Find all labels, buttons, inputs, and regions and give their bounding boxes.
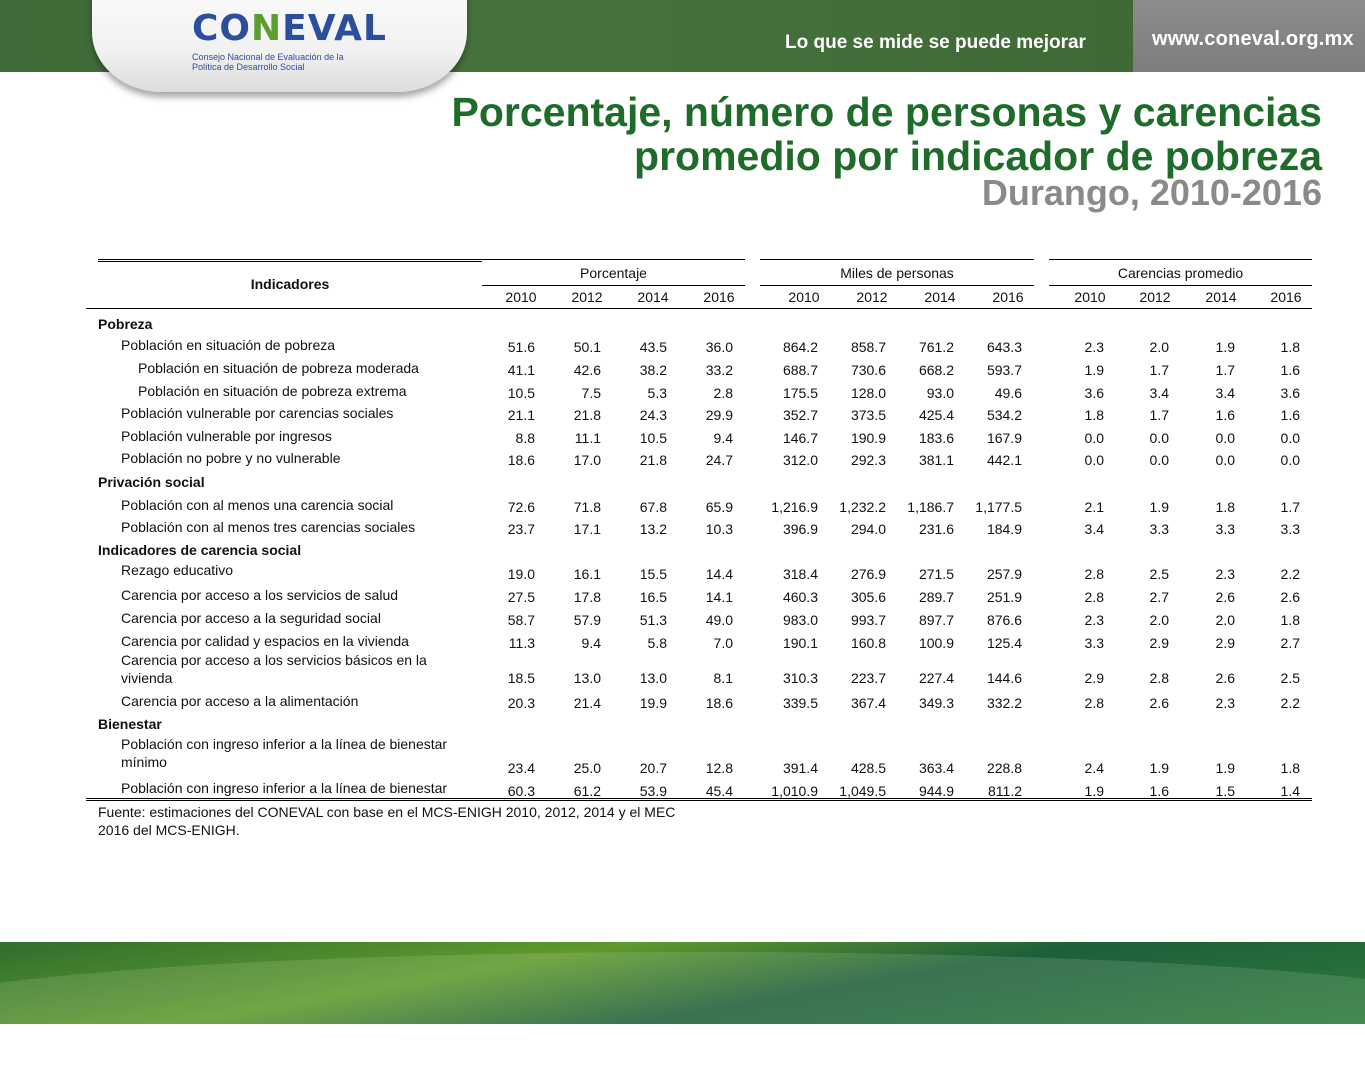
year-header: 2016 <box>992 289 1024 305</box>
value-cell: 58.7 <box>507 612 535 628</box>
website-url[interactable]: www.coneval.org.mx <box>1152 28 1354 50</box>
value-cell: 2.0 <box>1215 612 1235 628</box>
value-cell: 25.0 <box>573 760 601 776</box>
value-cell: 3.3 <box>1084 635 1104 651</box>
value-cell: 811.2 <box>988 783 1022 799</box>
value-cell: 276.9 <box>850 566 886 582</box>
row-label: Población con al menos una carencia social <box>121 497 394 513</box>
row-label: Población no pobre y no vulnerable <box>121 450 341 466</box>
value-cell: 391.4 <box>782 760 818 776</box>
value-cell: 49.6 <box>994 385 1022 401</box>
value-cell: 24.7 <box>705 452 733 468</box>
coneval-logo <box>192 8 387 49</box>
value-cell: 1.6 <box>1215 407 1235 423</box>
value-cell: 18.5 <box>507 670 535 686</box>
group-under-rule <box>482 285 745 286</box>
value-cell: 51.3 <box>639 612 667 628</box>
value-cell: 2.3 <box>1084 339 1104 355</box>
value-cell: 18.6 <box>705 695 733 711</box>
value-cell: 2.8 <box>1149 670 1169 686</box>
value-cell: 1.7 <box>1215 362 1235 378</box>
value-cell: 42.6 <box>573 362 601 378</box>
value-cell: 1.5 <box>1215 783 1235 799</box>
value-cell: 16.5 <box>639 589 667 605</box>
row-label: Carencia por acceso a los servicios básicos en la <box>121 652 427 668</box>
row-label: Población con ingreso inferior a la línea de bienestar <box>121 736 448 752</box>
value-cell: 65.9 <box>705 499 733 515</box>
value-cell: 2.7 <box>1280 635 1300 651</box>
value-cell: 332.2 <box>986 695 1022 711</box>
value-cell: 730.6 <box>850 362 886 378</box>
value-cell: 2.6 <box>1149 695 1169 711</box>
value-cell: 12.8 <box>705 760 733 776</box>
value-cell: 1,010.9 <box>771 783 818 799</box>
value-cell: 2.8 <box>713 385 733 401</box>
value-cell: 13.0 <box>573 670 601 686</box>
value-cell: 67.8 <box>639 499 667 515</box>
value-cell: 3.4 <box>1215 385 1235 401</box>
value-cell: 2.8 <box>1084 566 1104 582</box>
value-cell: 60.3 <box>507 783 535 799</box>
value-cell: 373.5 <box>850 407 886 423</box>
value-cell: 1.9 <box>1084 783 1104 799</box>
value-cell: 160.8 <box>850 635 886 651</box>
value-cell: 10.5 <box>639 430 667 446</box>
year-header: 2012 <box>571 289 603 305</box>
value-cell: 0.0 <box>1280 452 1300 468</box>
value-cell: 1.8 <box>1084 407 1104 423</box>
row-label: Población con al menos tres carencias sociales <box>121 519 416 535</box>
value-cell: 460.3 <box>782 589 818 605</box>
value-cell: 289.7 <box>918 589 954 605</box>
value-cell: 3.6 <box>1280 385 1300 401</box>
value-cell: 1,216.9 <box>771 499 818 515</box>
value-cell: 33.2 <box>705 362 733 378</box>
value-cell: 0.0 <box>1215 452 1235 468</box>
value-cell: 1.9 <box>1149 760 1169 776</box>
value-cell: 1.8 <box>1280 612 1300 628</box>
group-under-rule <box>760 285 1034 286</box>
value-cell: 318.4 <box>782 566 818 582</box>
row-label: Carencia por acceso a la seguridad social <box>121 610 381 626</box>
value-cell: 2.2 <box>1280 566 1300 582</box>
value-cell: 167.9 <box>986 430 1022 446</box>
value-cell: 93.0 <box>926 385 954 401</box>
value-cell: 593.7 <box>986 362 1022 378</box>
value-cell: 688.7 <box>782 362 818 378</box>
value-cell: 2.6 <box>1280 589 1300 605</box>
value-cell: 0.0 <box>1084 452 1104 468</box>
value-cell: 876.6 <box>986 612 1022 628</box>
value-cell: 3.6 <box>1084 385 1104 401</box>
row-label-continued: vivienda <box>121 670 173 686</box>
value-cell: 643.3 <box>986 339 1022 355</box>
row-label-continued: mínimo <box>121 754 167 770</box>
value-cell: 7.5 <box>581 385 601 401</box>
value-cell: 363.4 <box>918 760 954 776</box>
value-cell: 2.6 <box>1215 589 1235 605</box>
value-cell: 20.7 <box>639 760 667 776</box>
value-cell: 1.4 <box>1280 783 1300 799</box>
value-cell: 292.3 <box>850 452 886 468</box>
value-cell: 381.1 <box>918 452 954 468</box>
value-cell: 312.0 <box>782 452 818 468</box>
value-cell: 2.3 <box>1215 566 1235 582</box>
value-cell: 305.6 <box>850 589 886 605</box>
value-cell: 2.0 <box>1149 339 1169 355</box>
header-bottom-rule <box>86 308 1312 309</box>
value-cell: 190.9 <box>850 430 886 446</box>
value-cell: 2.0 <box>1149 612 1169 628</box>
band-swoosh <box>0 952 1365 1072</box>
title-line-2: promedio por indicador de pobreza <box>634 133 1322 179</box>
value-cell: 15.5 <box>639 566 667 582</box>
header-top-rule <box>98 259 482 262</box>
value-cell: 1.7 <box>1280 499 1300 515</box>
value-cell: 1.6 <box>1280 362 1300 378</box>
value-cell: 175.5 <box>782 385 818 401</box>
value-cell: 184.9 <box>986 521 1022 537</box>
value-cell: 49.0 <box>705 612 733 628</box>
value-cell: 57.9 <box>573 612 601 628</box>
value-cell: 2.3 <box>1215 695 1235 711</box>
value-cell: 100.9 <box>918 635 954 651</box>
row-label: Carencia por calidad y espacios en la vivienda <box>121 633 409 649</box>
value-cell: 428.5 <box>850 760 886 776</box>
logo-part-n: N <box>251 8 283 49</box>
value-cell: 1.7 <box>1149 407 1169 423</box>
motto-text: Lo que se mide se puede mejorar <box>785 32 1086 53</box>
value-cell: 14.4 <box>705 566 733 582</box>
group-top-rule <box>760 259 1034 260</box>
value-cell: 19.9 <box>639 695 667 711</box>
value-cell: 0.0 <box>1215 430 1235 446</box>
value-cell: 11.1 <box>574 430 601 446</box>
value-cell: 442.1 <box>986 452 1022 468</box>
value-cell: 897.7 <box>918 612 954 628</box>
group-header: Carencias promedio <box>1117 265 1244 281</box>
value-cell: 257.9 <box>986 566 1022 582</box>
year-header: 2010 <box>505 289 537 305</box>
value-cell: 2.9 <box>1084 670 1104 686</box>
page-title <box>452 90 1323 178</box>
value-cell: 7.0 <box>713 635 733 651</box>
value-cell: 10.3 <box>705 521 733 537</box>
row-label: Población vulnerable por carencias sociales <box>121 405 394 421</box>
value-cell: 190.1 <box>782 635 818 651</box>
value-cell: 43.5 <box>639 339 667 355</box>
value-cell: 1.7 <box>1149 362 1169 378</box>
value-cell: 2.8 <box>1084 695 1104 711</box>
value-cell: 1.8 <box>1280 760 1300 776</box>
value-cell: 0.0 <box>1280 430 1300 446</box>
value-cell: 2.4 <box>1084 760 1104 776</box>
row-label: Rezago educativo <box>121 562 234 578</box>
value-cell: 251.9 <box>986 589 1022 605</box>
value-cell: 2.7 <box>1149 589 1169 605</box>
row-label: Población en situación de pobreza extrema <box>138 383 407 399</box>
value-cell: 183.6 <box>918 430 954 446</box>
value-cell: 223.7 <box>850 670 886 686</box>
value-cell: 2.5 <box>1149 566 1169 582</box>
value-cell: 21.4 <box>573 695 601 711</box>
section-header: Bienestar <box>98 716 162 732</box>
year-header: 2012 <box>1139 289 1171 305</box>
value-cell: 72.6 <box>507 499 535 515</box>
source-footnote: Fuente: estimaciones del CONEVAL con base en el MCS-ENIGH 2010, 2012, 2014 y el MEC 2016 del MCS-ENIGH. <box>98 804 676 838</box>
value-cell: 9.4 <box>581 635 601 651</box>
year-header: 2014 <box>637 289 669 305</box>
value-cell: 146.7 <box>782 430 818 446</box>
value-cell: 1.8 <box>1215 499 1235 515</box>
value-cell: 228.8 <box>986 760 1022 776</box>
value-cell: 864.2 <box>782 339 818 355</box>
value-cell: 13.2 <box>639 521 667 537</box>
value-cell: 367.4 <box>850 695 886 711</box>
group-under-rule <box>1049 285 1312 286</box>
value-cell: 3.4 <box>1084 521 1104 537</box>
group-top-rule <box>482 259 745 260</box>
value-cell: 668.2 <box>918 362 954 378</box>
value-cell: 3.3 <box>1215 521 1235 537</box>
value-cell: 858.7 <box>850 339 886 355</box>
page-subtitle: Durango, 2010-2016 <box>981 172 1322 213</box>
logo-subtitle: Consejo Nacional de Evaluación de la Política de Desarrollo Social <box>192 52 344 72</box>
value-cell: 349.3 <box>918 695 954 711</box>
value-cell: 2.8 <box>1084 589 1104 605</box>
value-cell: 3.3 <box>1149 521 1169 537</box>
value-cell: 20.3 <box>507 695 535 711</box>
value-cell: 2.9 <box>1215 635 1235 651</box>
value-cell: 51.6 <box>507 339 535 355</box>
value-cell: 3.4 <box>1149 385 1169 401</box>
year-header: 2016 <box>703 289 735 305</box>
value-cell: 27.5 <box>507 589 535 605</box>
value-cell: 71.8 <box>573 499 601 515</box>
value-cell: 41.1 <box>507 362 535 378</box>
value-cell: 1.9 <box>1149 499 1169 515</box>
bottom-decorative-band <box>0 942 1365 1024</box>
row-label: Carencia por acceso a los servicios de salud <box>121 587 399 603</box>
value-cell: 8.1 <box>713 670 733 686</box>
value-cell: 761.2 <box>918 339 954 355</box>
value-cell: 144.6 <box>986 670 1022 686</box>
value-cell: 3.3 <box>1280 521 1300 537</box>
value-cell: 310.3 <box>782 670 818 686</box>
value-cell: 18.6 <box>507 452 535 468</box>
value-cell: 2.3 <box>1084 612 1104 628</box>
value-cell: 21.1 <box>507 407 535 423</box>
value-cell: 944.9 <box>918 783 954 799</box>
value-cell: 396.9 <box>782 521 818 537</box>
indicators-header: Indicadores <box>250 276 330 292</box>
year-header: 2014 <box>1205 289 1237 305</box>
value-cell: 2.1 <box>1084 499 1104 515</box>
value-cell: 5.3 <box>647 385 667 401</box>
value-cell: 1.9 <box>1084 362 1104 378</box>
value-cell: 227.4 <box>918 670 954 686</box>
value-cell: 128.0 <box>850 385 886 401</box>
value-cell: 9.4 <box>713 430 733 446</box>
row-label: Carencia por acceso a la alimentación <box>121 693 359 709</box>
value-cell: 425.4 <box>918 407 954 423</box>
value-cell: 352.7 <box>782 407 818 423</box>
value-cell: 983.0 <box>782 612 818 628</box>
value-cell: 17.0 <box>573 452 601 468</box>
value-cell: 23.4 <box>507 760 535 776</box>
value-cell: 17.1 <box>573 521 601 537</box>
value-cell: 1,049.5 <box>839 783 886 799</box>
value-cell: 1.9 <box>1215 339 1235 355</box>
value-cell: 38.2 <box>639 362 667 378</box>
value-cell: 1,232.2 <box>839 499 886 515</box>
value-cell: 45.4 <box>705 783 733 799</box>
value-cell: 534.2 <box>986 407 1022 423</box>
section-header: Pobreza <box>98 316 153 332</box>
value-cell: 2.9 <box>1149 635 1169 651</box>
value-cell: 231.6 <box>918 521 954 537</box>
value-cell: 2.6 <box>1215 670 1235 686</box>
year-header: 2010 <box>788 289 820 305</box>
value-cell: 125.4 <box>986 635 1022 651</box>
year-header: 2010 <box>1074 289 1106 305</box>
group-header: Porcentaje <box>580 265 647 281</box>
value-cell: 1.6 <box>1149 783 1169 799</box>
value-cell: 993.7 <box>850 612 886 628</box>
value-cell: 0.0 <box>1084 430 1104 446</box>
value-cell: 339.5 <box>782 695 818 711</box>
value-cell: 1.8 <box>1280 339 1300 355</box>
table-bottom-rule <box>86 798 1312 801</box>
value-cell: 24.3 <box>639 407 667 423</box>
value-cell: 17.8 <box>573 589 601 605</box>
group-header: Miles de personas <box>840 265 954 281</box>
value-cell: 21.8 <box>573 407 601 423</box>
year-header: 2014 <box>924 289 956 305</box>
value-cell: 2.2 <box>1280 695 1300 711</box>
value-cell: 1.9 <box>1215 760 1235 776</box>
group-top-rule <box>1049 259 1312 260</box>
value-cell: 11.3 <box>508 635 535 651</box>
value-cell: 0.0 <box>1149 452 1169 468</box>
row-label: Población en situación de pobreza moderada <box>138 360 419 376</box>
value-cell: 294.0 <box>850 521 886 537</box>
section-header: Privación social <box>98 474 205 490</box>
value-cell: 53.9 <box>639 783 667 799</box>
value-cell: 13.0 <box>639 670 667 686</box>
logo-part-eval: EVAL <box>282 8 387 49</box>
value-cell: 19.0 <box>507 566 535 582</box>
value-cell: 10.5 <box>507 385 535 401</box>
row-label: Población en situación de pobreza <box>121 337 336 353</box>
value-cell: 1.6 <box>1280 407 1300 423</box>
value-cell: 29.9 <box>705 407 733 423</box>
value-cell: 5.8 <box>647 635 667 651</box>
value-cell: 1,186.7 <box>907 499 954 515</box>
value-cell: 21.8 <box>639 452 667 468</box>
row-label: Población con ingreso inferior a la línea de bienestar <box>121 780 448 796</box>
section-header: Indicadores de carencia social <box>98 542 302 558</box>
value-cell: 23.7 <box>507 521 535 537</box>
value-cell: 36.0 <box>705 339 733 355</box>
logo-part-co: CO <box>192 8 252 49</box>
row-label: Población vulnerable por ingresos <box>121 428 332 444</box>
value-cell: 271.5 <box>918 566 954 582</box>
year-header: 2012 <box>856 289 888 305</box>
year-header: 2016 <box>1270 289 1302 305</box>
value-cell: 1,177.5 <box>975 499 1022 515</box>
value-cell: 2.5 <box>1280 670 1300 686</box>
value-cell: 16.1 <box>573 566 601 582</box>
value-cell: 14.1 <box>705 589 733 605</box>
value-cell: 61.2 <box>573 783 601 799</box>
value-cell: 50.1 <box>573 339 601 355</box>
title-line-1: Porcentaje, número de personas y carencias <box>451 89 1322 135</box>
value-cell: 0.0 <box>1149 430 1169 446</box>
value-cell: 8.8 <box>515 430 535 446</box>
